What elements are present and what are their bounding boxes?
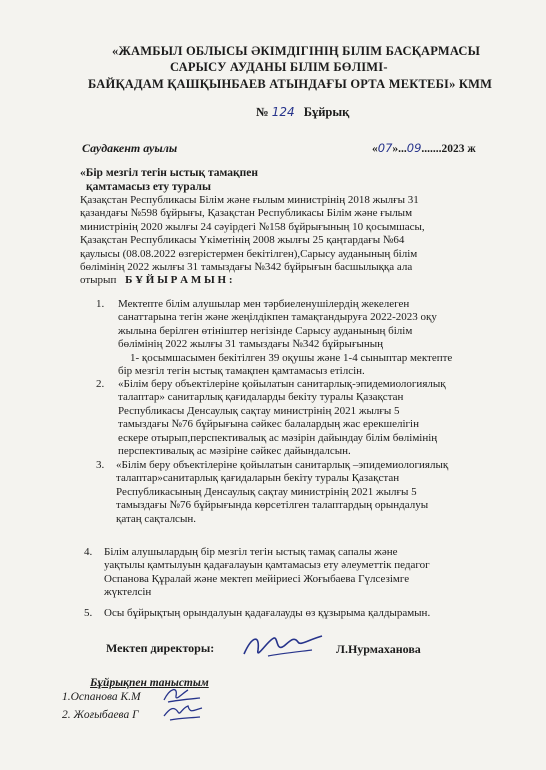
order-number: 124 bbox=[271, 105, 295, 119]
director-role: Мектеп директоры: bbox=[106, 641, 215, 655]
header-line-2: САРЫСУ АУДАНЫ БІЛІМ БӨЛІМІ- bbox=[170, 60, 388, 74]
list-item: Мектепте білім алушылар мен тәрбиеленушілердің жекелеген санаттарына тегін және жеңілдікпен тамақтандыруға 2022-2023 оқу жылына берілген өтініштер негізінде Сарысу ауданының білім бөлімінің 2022 жылғы 31 тамыздағы №342 бұйрығының 1- қосымшасымен бекітілген 39 оқушы және 1-4 сыныптар мектепте бір мезгіл тегін ыстық тамақпен қамтамасыз етілсін. bbox=[118, 298, 453, 378]
item-number: 5. bbox=[84, 607, 93, 619]
header-line-3: БАЙҚАДАМ ҚАШҚЫНБАЕВ АТЫНДАҒЫ ОРТА МЕКТЕБІ» КММ bbox=[88, 77, 493, 91]
list-item: Білім алушылардың бір мезгіл тегін ыстық тамақ сапалы және уақтылы қамтылуын қадағалауын қамтамасыз ету әлеуметтік педагог Оспанова Құралай және мектеп мейіриесі Жоғыбаева Гүлсезімге жүктелсін bbox=[104, 546, 430, 599]
command-heading: Б Ұ Й Ы Р А М Ы Н : bbox=[125, 274, 233, 287]
order-title: Бұйрық bbox=[303, 105, 350, 119]
subject-line-1: «Бір мезгіл тегін ыстық тамақпен bbox=[80, 167, 259, 179]
date-day: 07 bbox=[377, 141, 393, 155]
acquaintance-person: 1.Оспанова К.М bbox=[62, 691, 141, 703]
list-item: «Білім беру объектілеріне қойылатын санитарлық –эпидемиологиялық талаптар»санитарлық қағидаларын бекіту туралы Қазақстан Республикасының Денсаулық сақтау министрінің 2021 жылғы 5 тамыздағы №76 бұйрығында көрсетілген талаптардың орындалуы қатаң сақталсын. bbox=[116, 459, 449, 525]
subject-line-2: қамтамасыз ету туралы bbox=[86, 181, 211, 193]
director-signature-icon bbox=[238, 628, 328, 664]
preamble-line: қаулысы (08.08.2022 өзгерістермен бекітілген),Сарысу ауданының білім bbox=[80, 247, 418, 260]
acquaintance-person: 2. Жоғыбаева Г bbox=[62, 709, 139, 721]
item-number: 3. bbox=[96, 459, 105, 471]
order-heading bbox=[256, 105, 349, 120]
signature-icon bbox=[160, 702, 206, 724]
preamble-line: Қазақстан Республикасы Білім және ғылым министрінің 2018 жылғы 31 bbox=[80, 194, 419, 206]
order-date: «07»...09.......2023 ж bbox=[372, 141, 476, 155]
place-name: Саудакент ауылы bbox=[82, 141, 178, 155]
acquaintance-title: Бұйрықпен таныстым bbox=[90, 677, 209, 689]
preamble-line: министрінің 2020 жылғы 24 сәуірдегі №158 бұйрығының 10 қосымшасы, bbox=[80, 220, 425, 233]
order-number-prefix: № bbox=[256, 105, 269, 119]
preamble-line: қазандағы №598 бұйрығы, Қазақстан Республикасы Білім және ғылым bbox=[80, 207, 413, 220]
preamble-line: бөлімінің 2022 жылғы 31 тамыздағы №342 бұйрығын басшылыққа ала bbox=[80, 261, 413, 274]
header-line-1: «ЖАМБЫЛ ОБЛЫСЫ ӘКІМДІГІНІҢ БІЛІМ БАСҚАРМАСЫ bbox=[112, 44, 481, 58]
item-number: 1. bbox=[96, 298, 105, 310]
preamble-line: Қазақстан Республикасы Үкіметінің 2008 жылғы 25 қаңтардағы №64 bbox=[80, 234, 405, 247]
item-number: 4. bbox=[84, 546, 93, 558]
preamble bbox=[80, 194, 425, 288]
preamble-line: отырып Б Ұ Й Ы Р А М Ы Н : bbox=[80, 274, 233, 287]
date-month: 09 bbox=[406, 141, 422, 155]
list-item: «Білім беру объектілеріне қойылатын санитарлық-эпидемиологиялық талаптар» санитарлық қағидаларды бекіту туралы Қазақстан Республикасы Денсаулық сақтау министрінің 2021 жылғы 5 тамыздағы №76 бұйрығына сәйкес балалардың жас ерекшелігін ескере отырып,перспективалық ас мәзірін дайындау білім бөлімінің перспективалық ас мәзіріне сәйкес дайындалсын. bbox=[118, 378, 446, 458]
item-number: 2. bbox=[96, 378, 105, 390]
director-name: Л.Нурмаханова bbox=[336, 642, 421, 656]
list-item: Осы бұйрықтың орындалуын қадағалауды өз құзырыма қалдырамын. bbox=[104, 607, 431, 619]
